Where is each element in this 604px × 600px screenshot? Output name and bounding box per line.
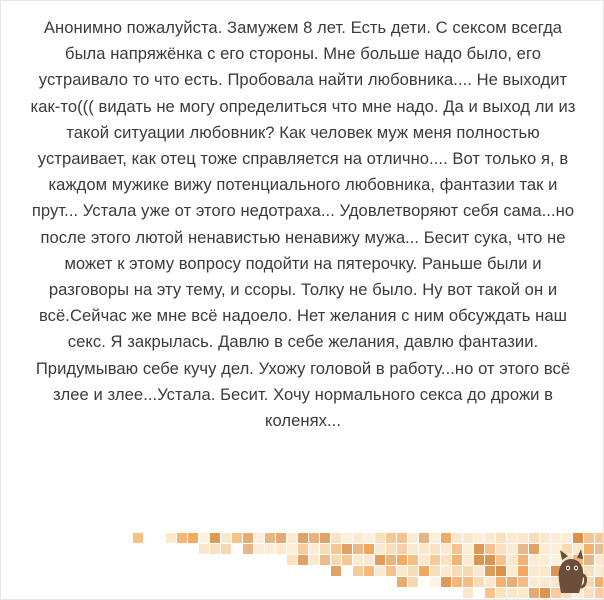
mosaic-tile [441, 566, 451, 576]
mosaic-tile [232, 533, 242, 543]
mosaic-tile [419, 555, 429, 565]
mosaic-tile [518, 555, 528, 565]
mosaic-tile [452, 577, 462, 587]
mosaic-tile [496, 555, 506, 565]
mosaic-tile [551, 533, 561, 543]
mosaic-tile [375, 566, 385, 576]
mosaic-tile [177, 533, 187, 543]
mosaic-tile [408, 555, 418, 565]
mosaic-tile [496, 588, 506, 598]
mosaic-tile [199, 544, 209, 554]
mosaic-tile [529, 544, 539, 554]
mosaic-tile [562, 533, 572, 543]
mosaic-tile [507, 566, 517, 576]
mosaic-tile [518, 566, 528, 576]
mosaic-tile [507, 533, 517, 543]
mosaic-tile [298, 555, 308, 565]
mosaic-tile [507, 544, 517, 554]
mosaic-tile [496, 533, 506, 543]
cat-silhouette-icon [553, 547, 587, 593]
mosaic-tile [430, 533, 440, 543]
mosaic-tile [386, 533, 396, 543]
mosaic-tile [397, 555, 407, 565]
mosaic-tile [540, 544, 550, 554]
mosaic-tile [375, 544, 385, 554]
mosaic-tile [595, 555, 604, 565]
pixel-mosaic-floor [1, 529, 604, 599]
mosaic-tile [221, 533, 231, 543]
mosaic-tile [199, 533, 209, 543]
mosaic-tile [540, 577, 550, 587]
mosaic-tile [320, 544, 330, 554]
mosaic-tile [507, 555, 517, 565]
footer-decoration [1, 529, 604, 599]
mosaic-tile [584, 533, 594, 543]
mosaic-tile [474, 555, 484, 565]
mosaic-tile [298, 544, 308, 554]
mosaic-tile [474, 544, 484, 554]
mosaic-tile [243, 544, 253, 554]
mosaic-tile [408, 566, 418, 576]
mosaic-tile [320, 555, 330, 565]
mosaic-tile [386, 555, 396, 565]
mosaic-tile [342, 555, 352, 565]
mosaic-tile [463, 577, 473, 587]
mosaic-tile [265, 544, 275, 554]
mosaic-tile [331, 533, 341, 543]
mosaic-tile [485, 577, 495, 587]
mosaic-tile [287, 544, 297, 554]
mosaic-tile [430, 566, 440, 576]
mosaic-tile [518, 533, 528, 543]
mosaic-tile [463, 566, 473, 576]
mosaic-tile [430, 577, 440, 587]
mosaic-tile [419, 544, 429, 554]
mosaic-tile [518, 577, 528, 587]
mosaic-tile [375, 555, 385, 565]
mosaic-tile [210, 533, 220, 543]
mosaic-tile [573, 533, 583, 543]
mosaic-tile [474, 577, 484, 587]
mosaic-tile [474, 533, 484, 543]
mosaic-tile [419, 533, 429, 543]
mosaic-tile [254, 533, 264, 543]
mosaic-tile [397, 533, 407, 543]
mosaic-tile [441, 555, 451, 565]
post-body-text: Анонимно пожалуйста. Замужем 8 лет. Есть дети. С сексом всегда была напряжёнка с его стороны. Мне больше надо было, его устраивало то что есть. Пробовала найти любовника.... Не выходит как-то((( видать не могу определиться что мне надо. Да и выход ли из такой ситуации любовник? Как человек муж меня полностью устраивает, как отец тоже справляется на отлично.... Вот только я, в каждом мужике вижу потенциального любовника, фантазии так и прут... Устала уже от этого недотраха... Удовлетворяют себя сама...но после этого лютой ненавистью ненавижу мужа... Бесит сука, что не может к этому вопросу подойти на пятерочку. Раньше были и разговоры на эту тему, и ссоры. Толку не было. Ну вот такой он и всё.Сейчас же мне всё надоело. Нет желания с ним обсуждать наш секс. Я закрылась. Давлю в себе желания, давлю фантазии. Придумываю себе кучу дел. Ухожу головой в работу...но от этого всё злее и злее...Устала. Бесит. Хочу нормального секса до дрожи в коленях... [30, 18, 581, 431]
mosaic-tile [309, 544, 319, 554]
mosaic-tile [276, 544, 286, 554]
mosaic-tile [309, 555, 319, 565]
mosaic-tile [441, 577, 451, 587]
mosaic-tile [320, 533, 330, 543]
mosaic-tile [364, 544, 374, 554]
mosaic-tile [540, 566, 550, 576]
mosaic-tile [540, 588, 550, 598]
mosaic-tile [496, 544, 506, 554]
mosaic-tile [397, 566, 407, 576]
mosaic-tile [529, 566, 539, 576]
mosaic-tile [342, 544, 352, 554]
mosaic-tile [375, 533, 385, 543]
mosaic-tile [353, 544, 363, 554]
mosaic-tile [364, 533, 374, 543]
mosaic-tile [595, 544, 604, 554]
mosaic-tile [133, 533, 143, 543]
mosaic-tile [496, 577, 506, 587]
mosaic-tile [221, 544, 231, 554]
mosaic-tile [287, 533, 297, 543]
mosaic-tile [210, 544, 220, 554]
mosaic-tile [298, 533, 308, 543]
mosaic-tile [408, 577, 418, 587]
mosaic-tile [342, 533, 352, 543]
mosaic-tile [364, 566, 374, 576]
mosaic-tile [540, 533, 550, 543]
mosaic-tile [507, 577, 517, 587]
mosaic-tile [353, 566, 363, 576]
mosaic-tile [265, 533, 275, 543]
mosaic-tile [353, 555, 363, 565]
mosaic-tile [331, 566, 341, 576]
mosaic-tile [485, 555, 495, 565]
mosaic-tile [496, 566, 506, 576]
mosaic-tile [408, 533, 418, 543]
mosaic-tile [386, 566, 396, 576]
mosaic-tile [463, 533, 473, 543]
mosaic-tile [287, 555, 297, 565]
mosaic-tile [463, 588, 473, 598]
mosaic-tile [518, 588, 528, 598]
mosaic-tile [485, 588, 495, 598]
mosaic-tile [276, 533, 286, 543]
mosaic-tile [507, 588, 517, 598]
mosaic-tile [463, 544, 473, 554]
mosaic-tile [441, 544, 451, 554]
mosaic-tile [430, 544, 440, 554]
mosaic-tile [419, 566, 429, 576]
mosaic-tile [430, 555, 440, 565]
mosaic-tile [397, 577, 407, 587]
mosaic-tile [540, 555, 550, 565]
mosaic-tile [254, 544, 264, 554]
mosaic-tile [188, 533, 198, 543]
mosaic-tile [529, 577, 539, 587]
mosaic-tile [386, 544, 396, 554]
mosaic-tile [408, 544, 418, 554]
mosaic-tile [452, 566, 462, 576]
mosaic-tile [595, 566, 604, 576]
mosaic-tile [441, 533, 451, 543]
mosaic-tile [331, 555, 341, 565]
mosaic-tile [397, 544, 407, 554]
mosaic-tile [595, 588, 604, 598]
mosaic-tile [529, 533, 539, 543]
mosaic-tile [485, 544, 495, 554]
mosaic-tile [243, 533, 253, 543]
mosaic-tile [452, 555, 462, 565]
mosaic-tile [463, 555, 473, 565]
mosaic-tile [364, 555, 374, 565]
mosaic-tile [529, 588, 539, 598]
mosaic-tile [518, 544, 528, 554]
mosaic-tile [485, 566, 495, 576]
mosaic-tile [353, 533, 363, 543]
mosaic-tile [452, 544, 462, 554]
mosaic-tile [529, 555, 539, 565]
mosaic-tile [331, 544, 341, 554]
mosaic-tile [485, 533, 495, 543]
mosaic-tile [474, 566, 484, 576]
mosaic-tile [166, 533, 176, 543]
mosaic-tile [452, 533, 462, 543]
mosaic-tile [595, 577, 604, 587]
mosaic-tile [309, 533, 319, 543]
mosaic-tile [595, 533, 604, 543]
